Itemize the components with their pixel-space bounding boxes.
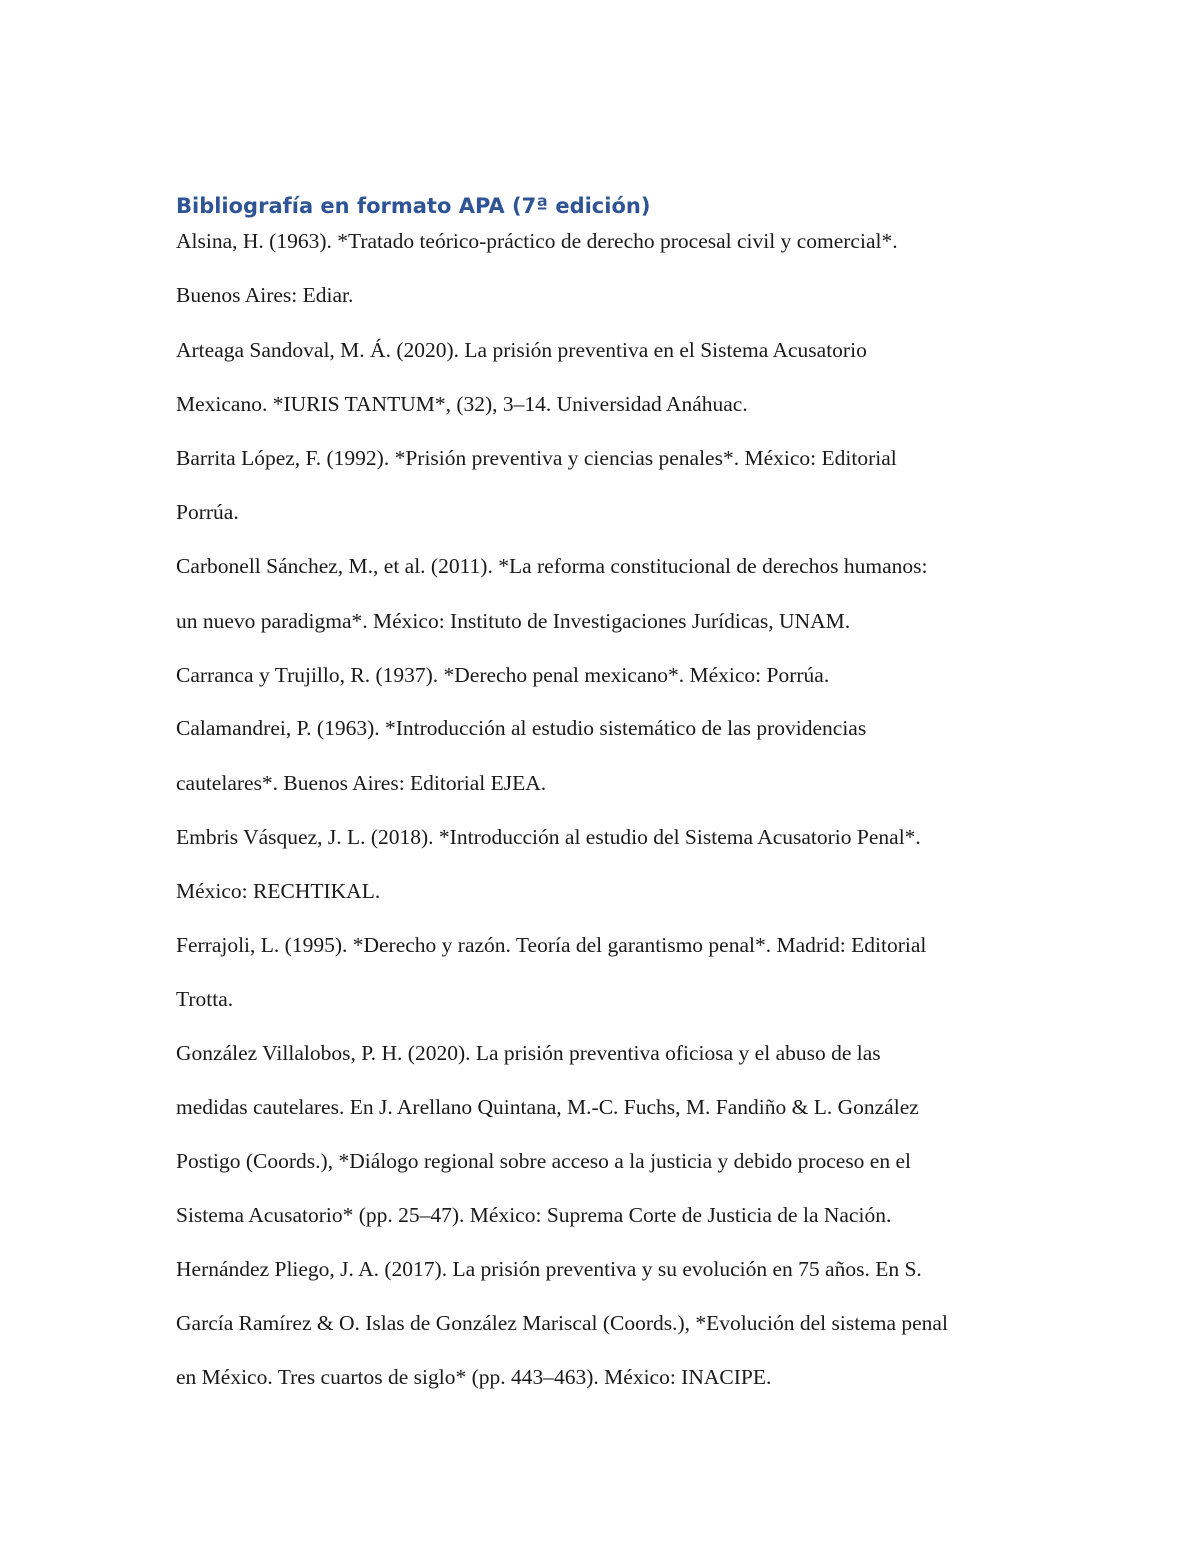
reference-line: Buenos Aires: Ediar. — [176, 283, 354, 307]
reference-line: Calamandrei, P. (1963). *Introducción al estudio sistemático de las providencias — [176, 716, 867, 740]
reference-line: González Villalobos, P. H. (2020). La prisión preventiva oficiosa y el abuso de las — [176, 1041, 881, 1065]
reference-line: Carranca y Trujillo, R. (1937). *Derecho penal mexicano*. México: Porrúa. — [176, 663, 830, 687]
reference-line: Arteaga Sandoval, M. Á. (2020). La prisión preventiva en el Sistema Acusatorio — [176, 338, 867, 362]
reference-line: México: RECHTIKAL. — [176, 879, 381, 903]
reference-line: medidas cautelares. En J. Arellano Quintana, M.-C. Fuchs, M. Fandiño & L. González — [176, 1095, 919, 1119]
reference-line: Barrita López, F. (1992). *Prisión preventiva y ciencias penales*. México: Editorial — [176, 446, 897, 470]
reference-line: en México. Tres cuartos de siglo* (pp. 443–463). México: INACIPE. — [176, 1365, 772, 1389]
reference-line: Embris Vásquez, J. L. (2018). *Introducción al estudio del Sistema Acusatorio Penal*. — [176, 825, 921, 849]
reference-line: Sistema Acusatorio* (pp. 25–47). México: Suprema Corte de Justicia de la Nación. — [176, 1203, 892, 1227]
reference-line: Trotta. — [176, 987, 234, 1011]
reference-line: cautelares*. Buenos Aires: Editorial EJEA. — [176, 771, 547, 795]
reference-line: Postigo (Coords.), *Diálogo regional sobre acceso a la justicia y debido proceso en el — [176, 1149, 911, 1173]
bibliography-heading: Bibliografía en formato APA (7ª edición) — [176, 194, 651, 218]
reference-line: Alsina, H. (1963). *Tratado teórico-práctico de derecho procesal civil y comercial*. — [176, 229, 898, 253]
reference-line: Mexicano. *IURIS TANTUM*, (32), 3–14. Universidad Anáhuac. — [176, 392, 748, 416]
reference-line: Carbonell Sánchez, M., et al. (2011). *La reforma constitucional de derechos humanos: — [176, 554, 928, 578]
reference-line: Hernández Pliego, J. A. (2017). La prisión preventiva y su evolución en 75 años. En S. — [176, 1257, 922, 1281]
reference-line: Porrúa. — [176, 500, 239, 524]
reference-line: García Ramírez & O. Islas de González Mariscal (Coords.), *Evolución del sistema penal — [176, 1311, 948, 1335]
reference-line: un nuevo paradigma*. México: Instituto de Investigaciones Jurídicas, UNAM. — [176, 609, 851, 633]
reference-line: Ferrajoli, L. (1995). *Derecho y razón. Teoría del garantismo penal*. Madrid: Editorial — [176, 933, 927, 957]
